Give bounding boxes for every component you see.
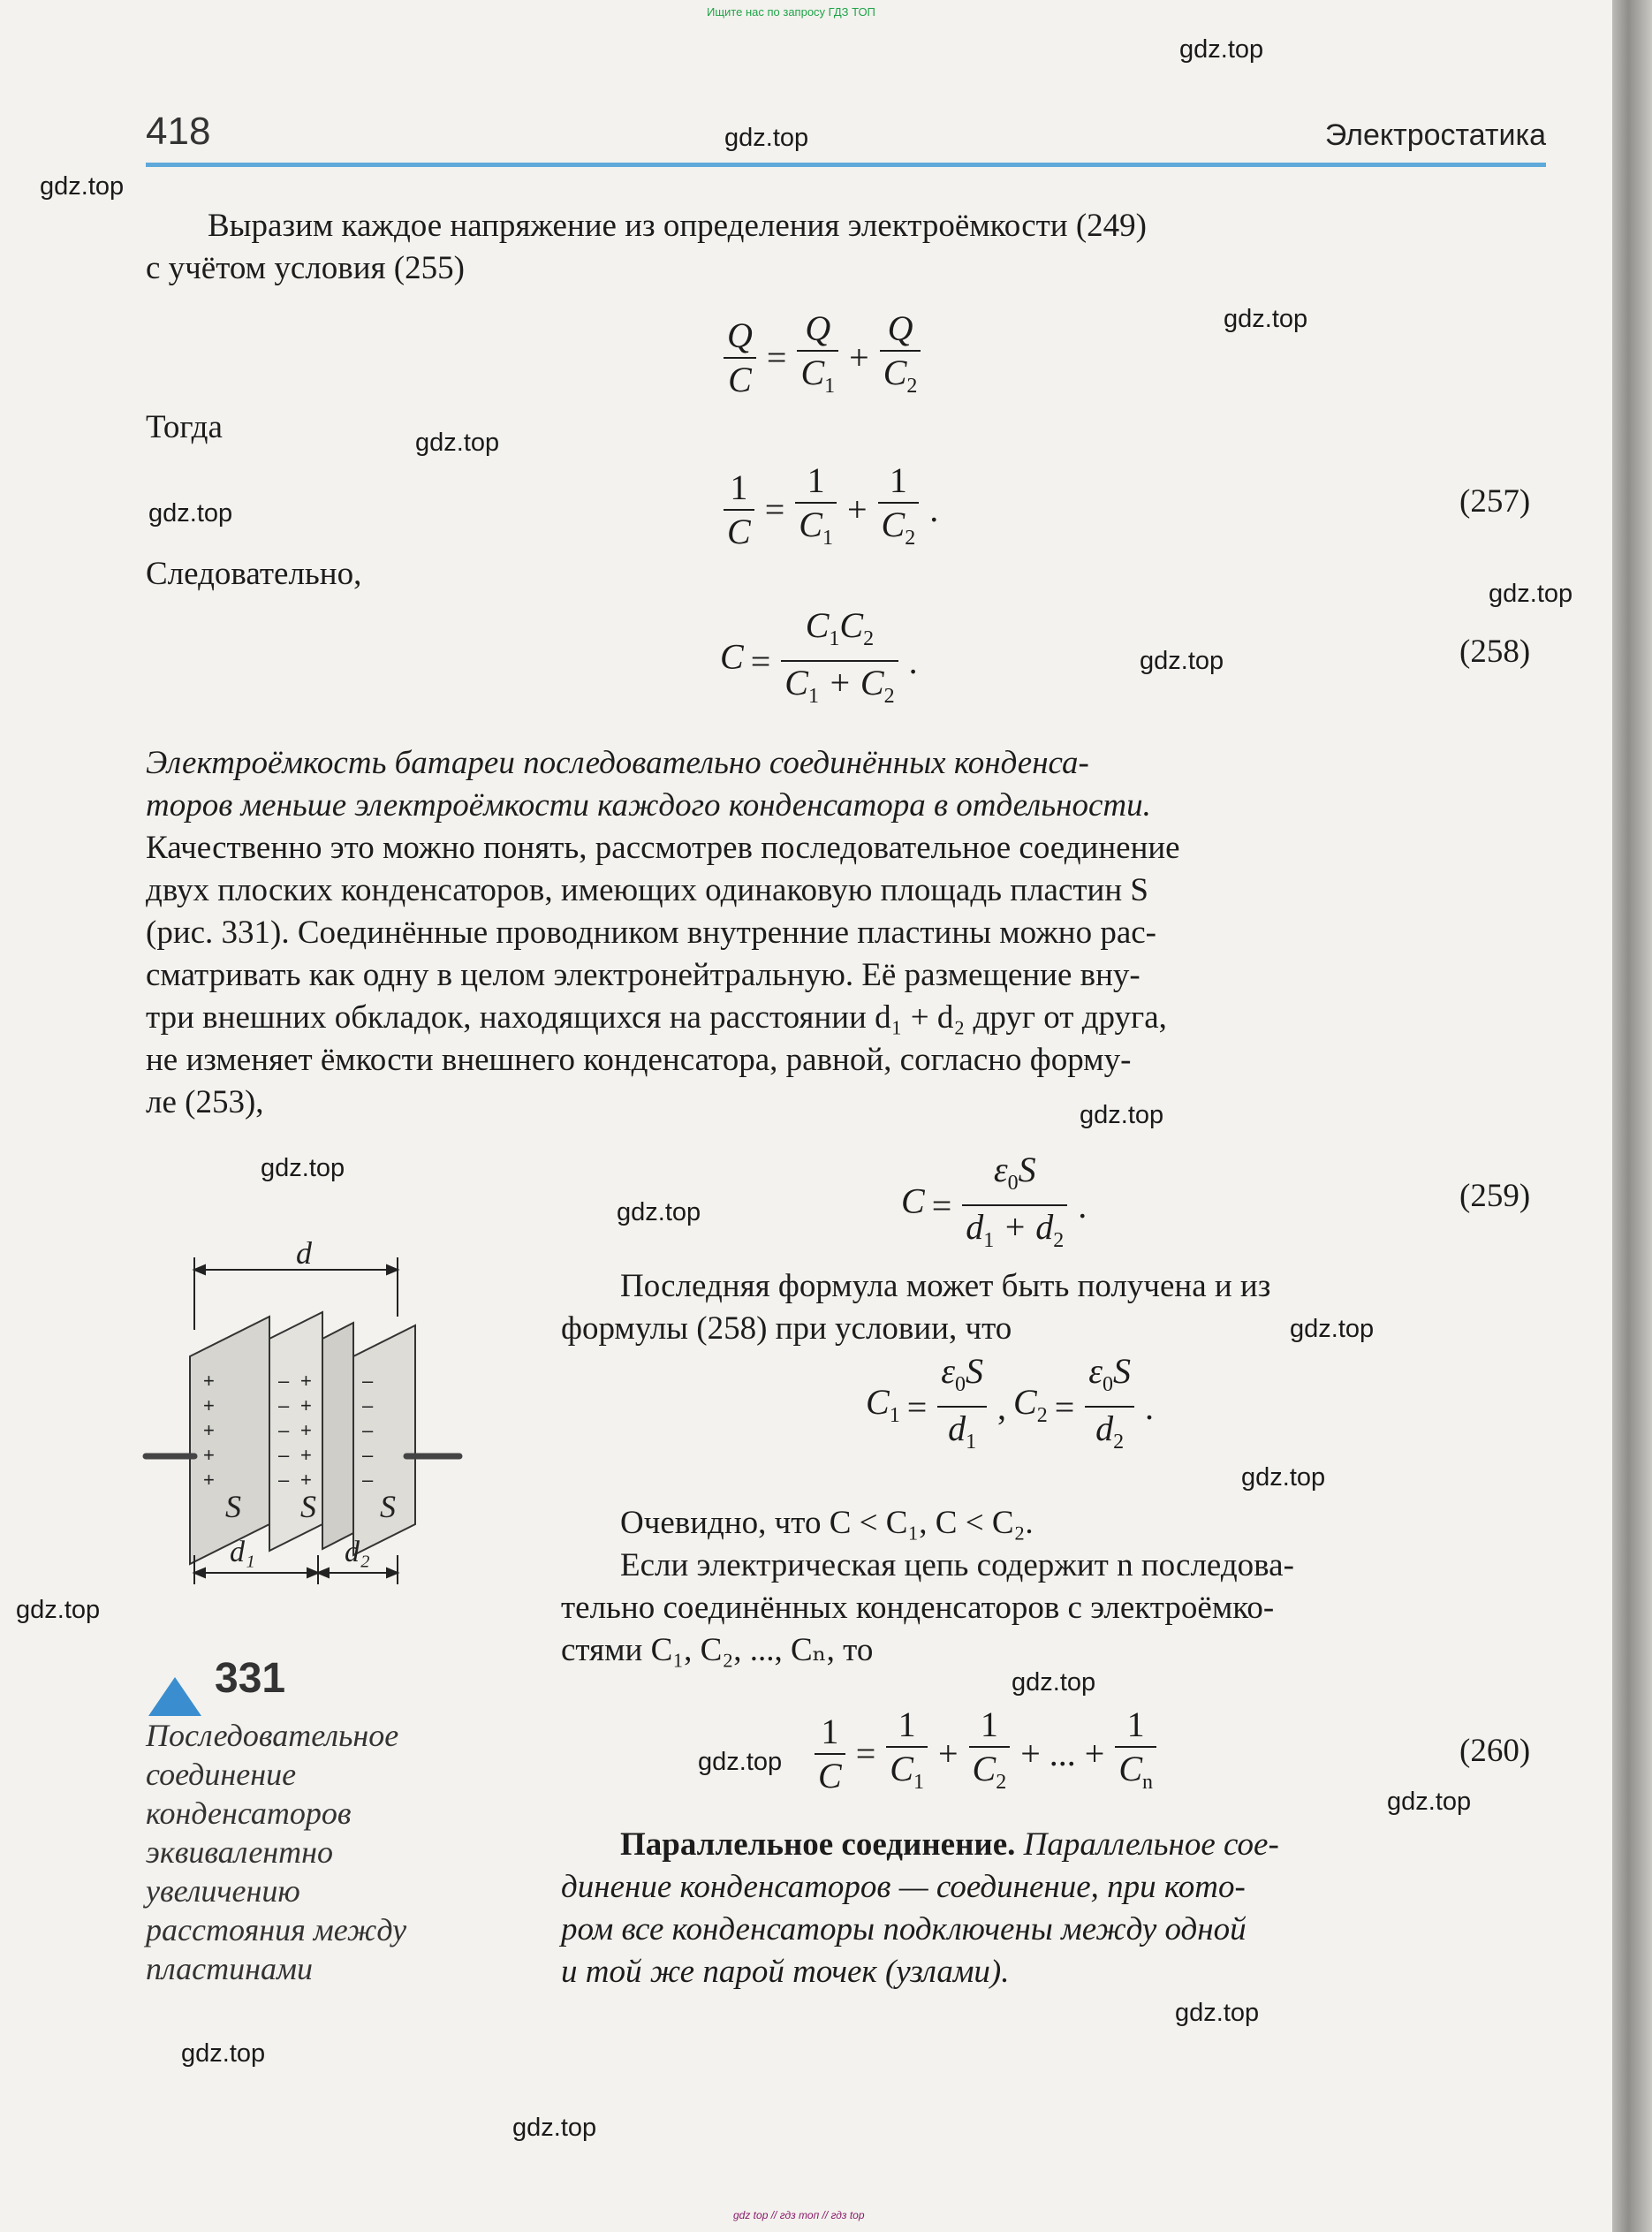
watermark: gdz.top	[1140, 647, 1224, 675]
fig-label-s: S	[380, 1489, 396, 1524]
watermark: gdz.top	[698, 1748, 783, 1776]
watermark: gdz.top	[724, 124, 809, 152]
top-note: Ищите нас по запросу ГДЗ ТОП	[707, 5, 875, 19]
watermark: gdz.top	[1290, 1315, 1375, 1343]
caption-line: конденсаторов	[146, 1795, 352, 1831]
text-line: тельно соединённых конденсаторов с электроёмко-	[561, 1590, 1275, 1626]
equation-260: $\frac{1}{C}$ = $\frac{1}{C_1}$ + $\frac{1}{C_2}$ + ... + $\frac{1}{C_n}$	[811, 1704, 1160, 1803]
watermark: gdz.top	[1387, 1788, 1472, 1816]
svg-text:+: +	[203, 1444, 215, 1466]
text-line: три внешних обкладок, находящихся на расстоянии d₁ + d₂ друг от друга,	[146, 999, 1167, 1036]
figure-marker-triangle	[148, 1677, 201, 1716]
svg-text:+: +	[300, 1469, 312, 1491]
text-line: Выразим каждое напряжение из определения электроёмкости (249)	[208, 208, 1147, 244]
watermark: gdz.top	[261, 1154, 345, 1182]
equation-number: (260)	[1459, 1733, 1531, 1769]
svg-text:+: +	[300, 1444, 312, 1466]
svg-text:+: +	[203, 1469, 215, 1491]
fig-label-d2: d₂	[345, 1536, 370, 1568]
watermark: gdz.top	[148, 499, 233, 528]
figure-number: 331	[215, 1655, 286, 1702]
text-line: формулы (258) при условии, что	[561, 1310, 1012, 1347]
svg-text:–: –	[362, 1419, 374, 1441]
fig-label-d1: d₁	[230, 1536, 255, 1568]
equation-number: (257)	[1459, 483, 1531, 520]
equation-259: C = $\frac{\varepsilon_0S}{d_1 + d_2}$ .	[901, 1150, 1087, 1252]
caption-line: эквивалентно	[146, 1834, 334, 1870]
caption-line: соединение	[146, 1757, 297, 1792]
text-line: Тогда	[146, 409, 223, 445]
text-line: не изменяет ёмкости внешнего конденсатора, равной, согласно форму-	[146, 1042, 1132, 1078]
text-line: ле (253),	[146, 1084, 264, 1120]
svg-text:+: +	[203, 1419, 215, 1441]
svg-text:–: –	[278, 1419, 290, 1441]
watermark: gdz.top	[617, 1198, 701, 1226]
svg-text:+: +	[300, 1394, 312, 1416]
watermark: gdz.top	[1080, 1101, 1164, 1129]
svg-text:–: –	[278, 1444, 290, 1466]
watermark: gdz.top	[16, 1596, 101, 1624]
text-line: (рис. 331). Соединённые проводником внутренние пластины можно рас-	[146, 915, 1157, 951]
fig-label-s: S	[300, 1489, 316, 1524]
equation-number: (259)	[1459, 1178, 1531, 1214]
page-header	[146, 106, 1546, 159]
fig-label-d: d	[296, 1241, 312, 1271]
svg-text:–: –	[362, 1469, 374, 1491]
text-line: сматривать как одну в целом электронейтральную. Её размещение вну-	[146, 957, 1140, 993]
equation-258: C = $\frac{C_1C_2}{C_1 + C_2}$ .	[720, 605, 918, 708]
rule-line: торов меньше электроёмкости каждого конденсатора в отдельности.	[146, 787, 1151, 824]
text-line: двух плоских конденсаторов, имеющих одинаковую площадь пластин S	[146, 872, 1148, 908]
text-line	[620, 1824, 1279, 1866]
equation-number: (258)	[1459, 634, 1531, 670]
rule-line: Электроёмкость батареи последовательно соединённых конденса-	[146, 745, 1089, 781]
svg-text:–: –	[362, 1394, 374, 1416]
text-line: Очевидно, что C < C₁, C < C₂.	[620, 1505, 1034, 1541]
watermark: gdz.top	[1489, 580, 1573, 608]
caption-line: увеличению	[146, 1873, 300, 1909]
watermark: gdz.top	[512, 2114, 597, 2142]
parallel-title: Параллельное соединение.	[620, 1826, 1016, 1863]
book-spine-edge	[1612, 0, 1652, 2232]
text-line: Качественно это можно понять, рассмотрев последовательное соединение	[146, 830, 1180, 866]
watermark: gdz.top	[181, 2039, 266, 2068]
fig-label-s: S	[225, 1489, 241, 1524]
watermark: gdz.top	[1012, 1668, 1096, 1697]
watermark: gdz.top	[1179, 35, 1264, 64]
parallel-def: Параллельное сое-	[1023, 1826, 1279, 1863]
text-line: ром все конденсаторы подключены между одной	[561, 1911, 1247, 1947]
watermark: gdz.top	[1224, 305, 1308, 333]
svg-text:–: –	[278, 1370, 290, 1392]
svg-text:+: +	[300, 1419, 312, 1441]
equation-charge: $\frac{Q}{C}$ = $\frac{Q}{C_1}$ + $\frac{Q}{C_2}$	[720, 307, 924, 407]
svg-text:+: +	[203, 1370, 215, 1392]
svg-text:–: –	[362, 1444, 374, 1466]
figure-caption	[146, 1716, 406, 1988]
figure-331-capacitors	[141, 1241, 512, 1586]
text-line: Последняя формула может быть получена и из	[620, 1268, 1271, 1304]
svg-text:–: –	[362, 1370, 374, 1392]
text-line: с учётом условия (255)	[146, 250, 465, 286]
text-line: стями C₁, C₂, ..., Cₙ, то	[561, 1632, 874, 1668]
watermark: gdz.top	[1175, 1999, 1260, 2027]
bottom-note: gdz top // гдз топ // гдз top	[733, 2209, 865, 2221]
svg-text:+: +	[203, 1394, 215, 1416]
text-line: и той же парой точек (узлами).	[561, 1954, 1010, 1990]
svg-text:+: +	[300, 1370, 312, 1392]
text-line: Если электрическая цепь содержит n последова-	[620, 1547, 1294, 1583]
svg-text:–: –	[278, 1469, 290, 1491]
section-title: Электростатика	[1324, 118, 1546, 152]
caption-line: пластинами	[146, 1951, 313, 1986]
page-number: 418	[146, 110, 211, 153]
text-line: динение конденсаторов — соединение, при кото-	[561, 1869, 1246, 1905]
caption-line: расстояния между	[146, 1912, 407, 1947]
equation-257: $\frac{1}{C}$ = $\frac{1}{C_1}$ + $\frac{1}{C_2}$ .	[720, 459, 945, 559]
equation-c1-c2: $C_1$ = $\frac{\varepsilon_0S}{d_1}$ , $C_2$ = $\frac{\varepsilon_0S}{d_2}$ .	[866, 1351, 1155, 1454]
watermark: gdz.top	[415, 429, 500, 457]
header-rule	[146, 163, 1546, 167]
svg-text:–: –	[278, 1394, 290, 1416]
caption-line: Последовательное	[146, 1718, 399, 1753]
watermark: gdz.top	[40, 172, 125, 201]
text-line: Следовательно,	[146, 556, 362, 592]
watermark: gdz.top	[1241, 1463, 1326, 1492]
